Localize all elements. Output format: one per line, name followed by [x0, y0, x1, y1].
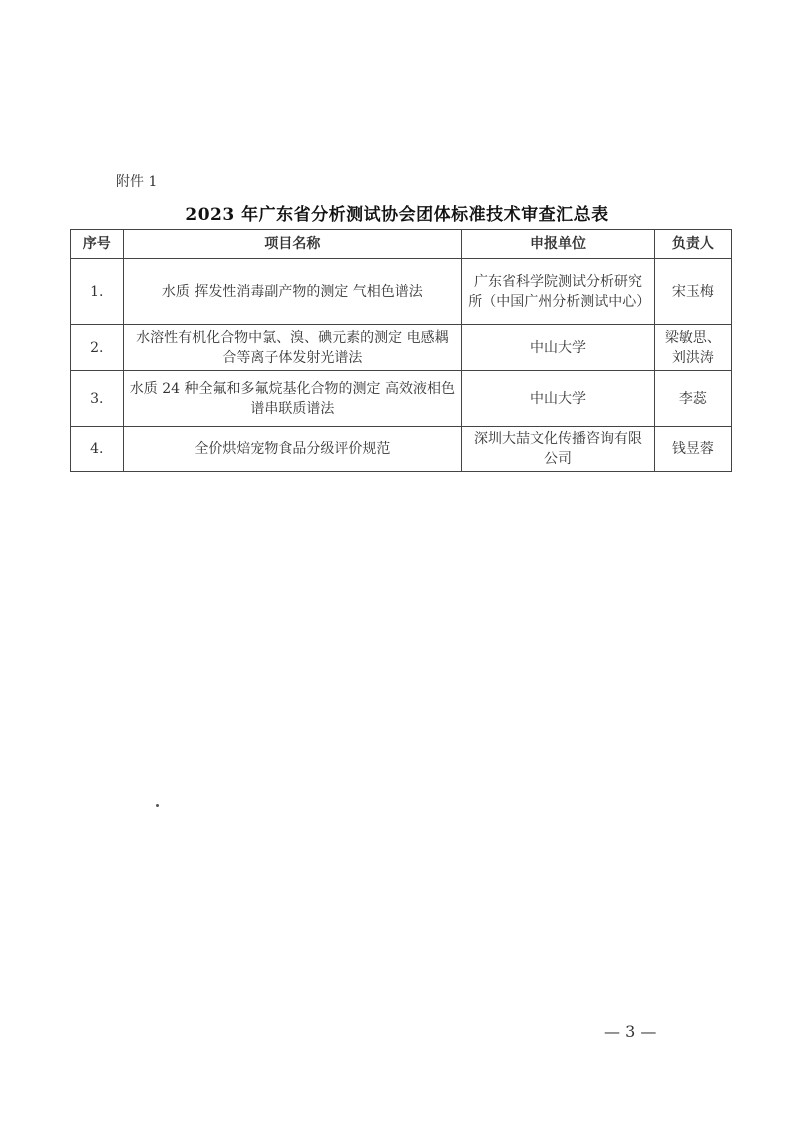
review-summary-table — [70, 229, 732, 472]
cell-responsible-person: 梁敏思、刘洪涛 — [654, 325, 731, 371]
cell-project-name: 全价烘焙宠物食品分级评价规范 — [123, 427, 462, 472]
table-row — [71, 427, 732, 472]
cell-project-name: 水质 24 种全氟和多氟烷基化合物的测定 高效液相色谱串联质谱法 — [123, 371, 462, 427]
header-responsible-person: 负责人 — [654, 230, 731, 259]
cell-responsible-person: 李蕊 — [654, 371, 731, 427]
cell-responsible-person: 钱昱蓉 — [654, 427, 731, 472]
cell-applicant-unit: 中山大学 — [462, 325, 655, 371]
header-applicant-unit: 申报单位 — [462, 230, 655, 259]
table-row — [71, 325, 732, 371]
cell-project-name: 水质 挥发性消毒副产物的测定 气相色谱法 — [123, 259, 462, 325]
cell-serial-number: 1. — [71, 259, 124, 325]
table-row — [71, 371, 732, 427]
scan-speck — [156, 804, 159, 807]
cell-applicant-unit: 广东省科学院测试分析研究所（中国广州分析测试中心） — [462, 259, 655, 325]
cell-applicant-unit: 深圳大喆文化传播咨询有限公司 — [462, 427, 655, 472]
header-project-name: 项目名称 — [123, 230, 462, 259]
table-row — [71, 259, 732, 325]
cell-responsible-person: 宋玉梅 — [654, 259, 731, 325]
cell-project-name: 水溶性有机化合物中氯、溴、碘元素的测定 电感耦合等离子体发射光谱法 — [123, 325, 462, 371]
attachment-label: 附件 1 — [116, 174, 158, 190]
cell-serial-number: 2. — [71, 325, 124, 371]
document-title: 2023 年广东省分析测试协会团体标准技术审查汇总表 — [185, 205, 609, 225]
header-serial-number: 序号 — [71, 230, 124, 259]
cell-applicant-unit: 中山大学 — [462, 371, 655, 427]
cell-serial-number: 3. — [71, 371, 124, 427]
page-number: — 3 — — [604, 1022, 657, 1041]
table-header-row — [71, 230, 732, 259]
cell-serial-number: 4. — [71, 427, 124, 472]
